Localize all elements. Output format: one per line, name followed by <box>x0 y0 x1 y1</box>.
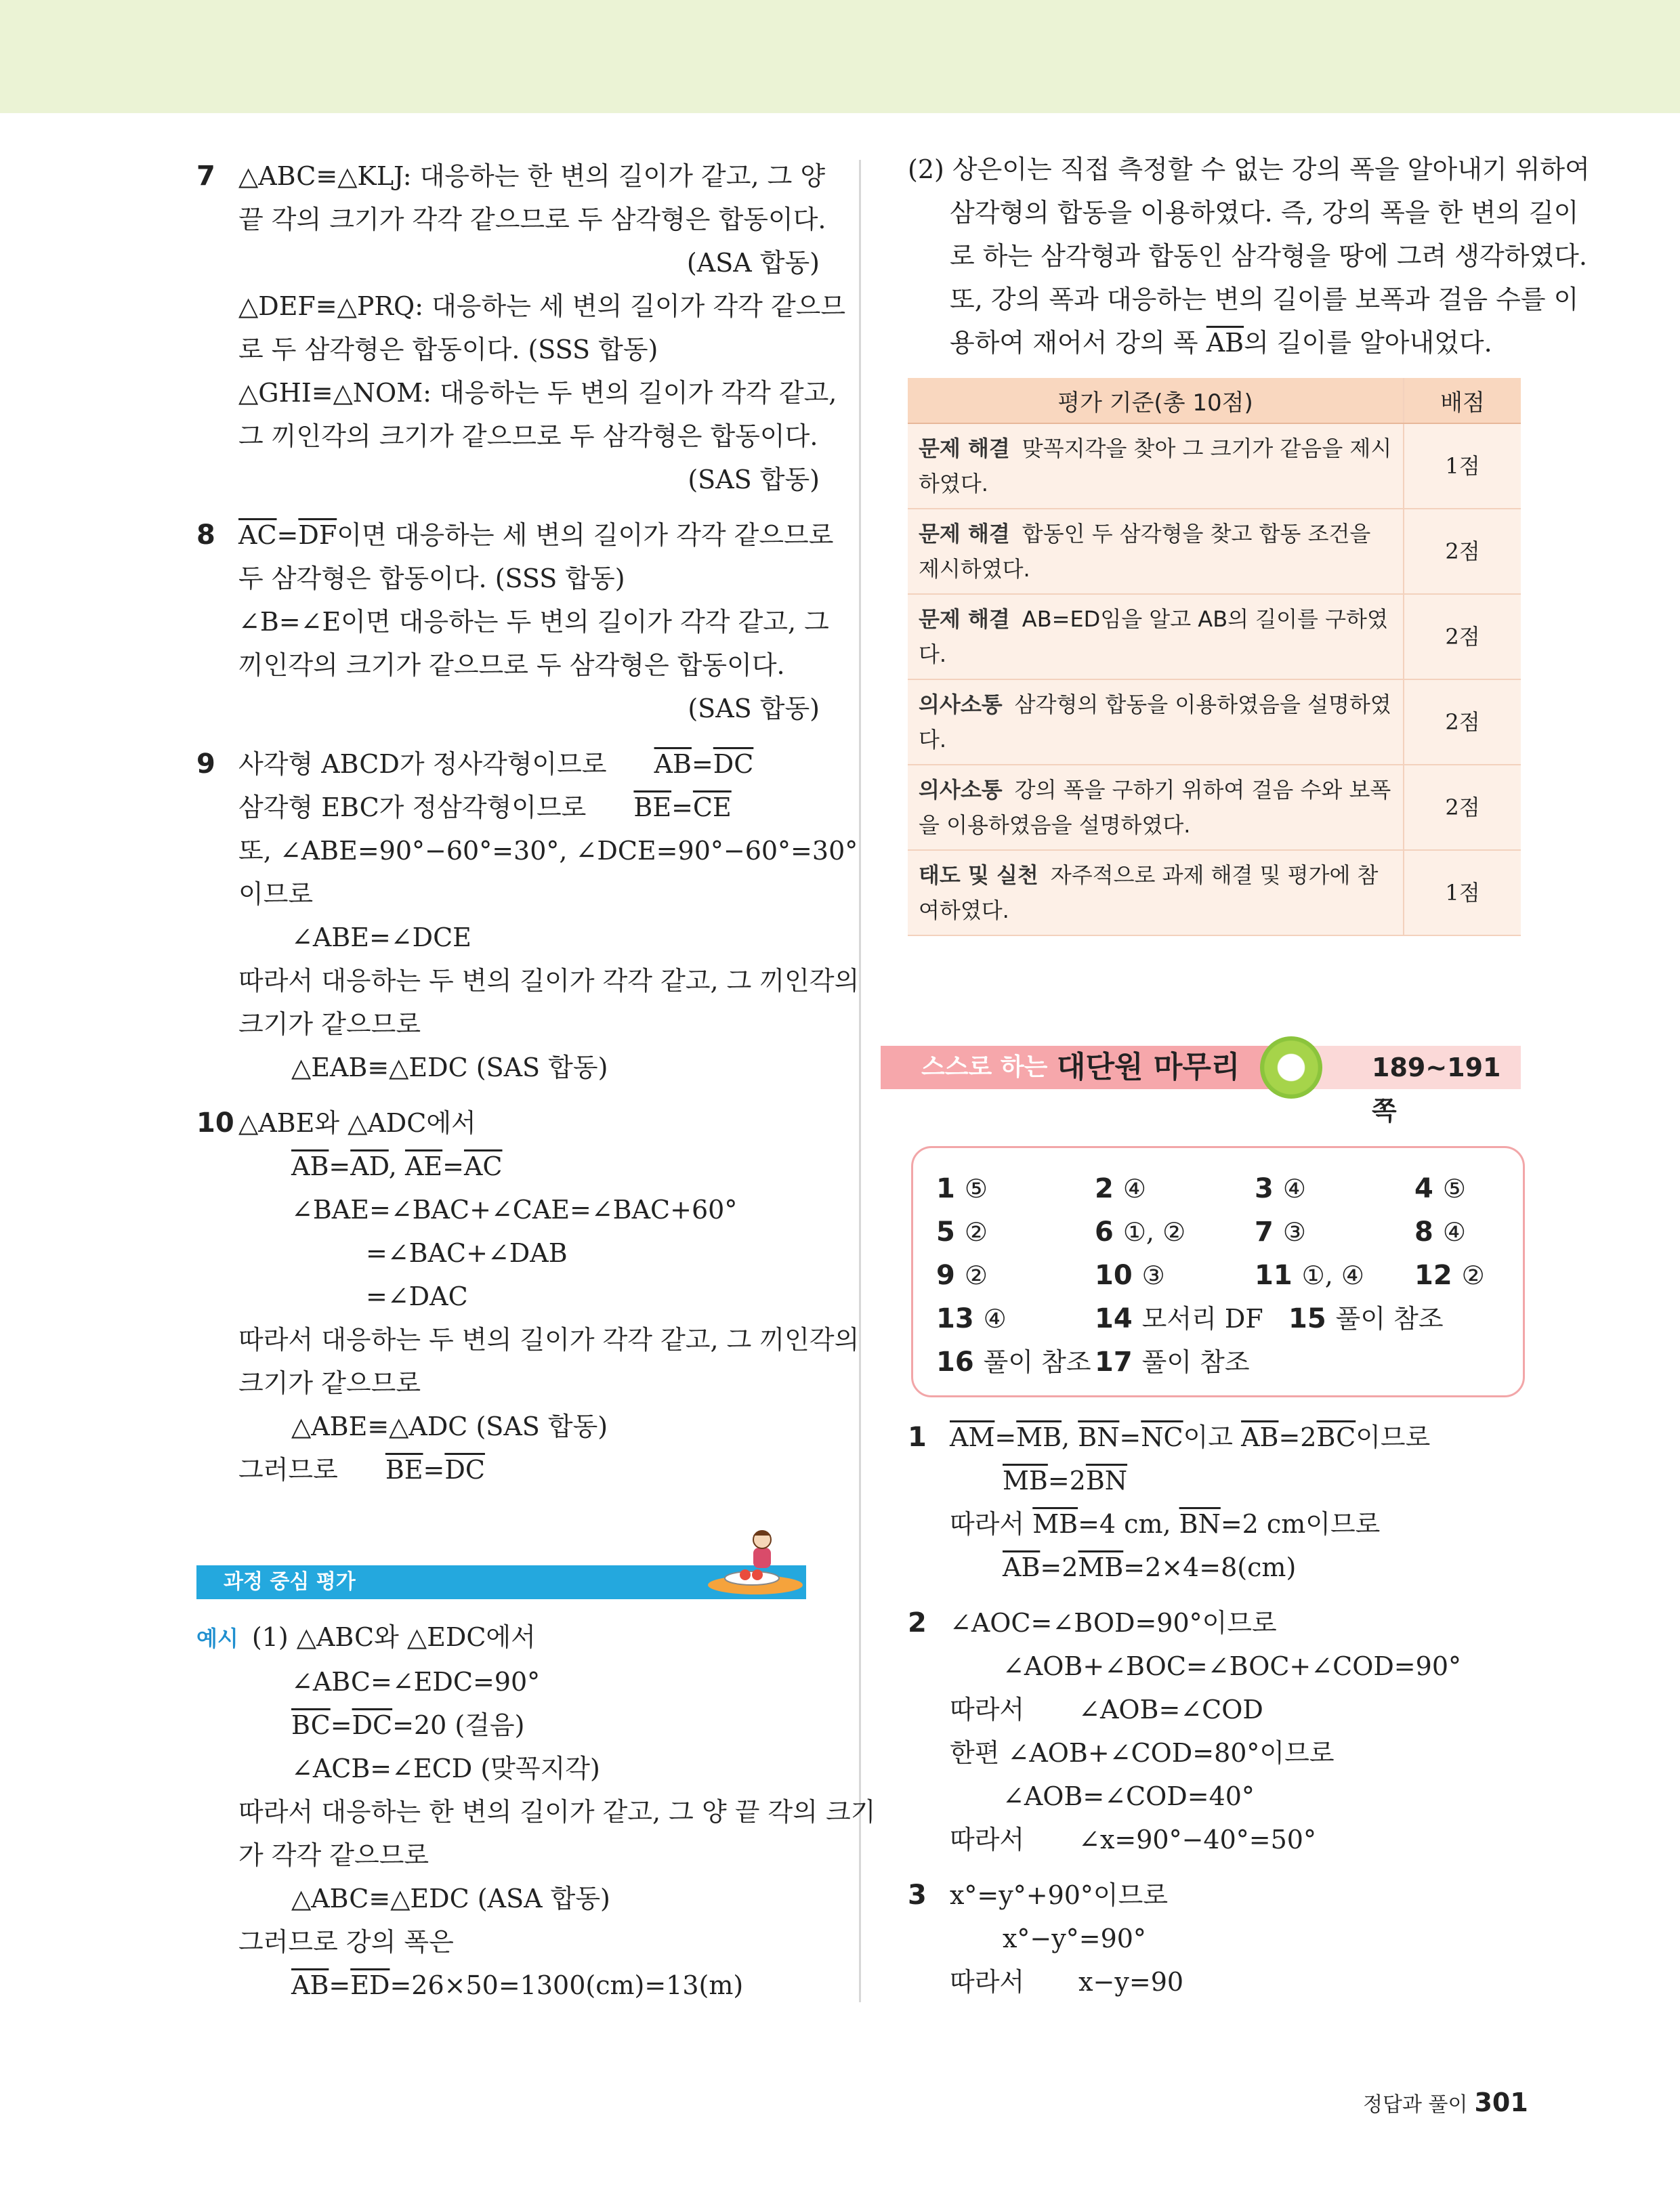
banner-title: 대단원 마무리 <box>1057 1050 1240 1084</box>
table-row: 의사소통 강의 폭을 구하기 위하여 걸음 수와 보폭을 이용하였음을 설명하였다. 2점 <box>908 765 1521 850</box>
page-number: 301 <box>1474 2088 1528 2117</box>
table-row: 문제 해결 맞꼭지각을 찾아 그 크기가 같음을 제시하였다. 1점 <box>908 423 1521 509</box>
left-column <box>196 154 860 1492</box>
table-header-score: 배점 <box>1404 378 1521 423</box>
table-header-criteria: 평가 기준(총 10점) <box>908 378 1404 423</box>
banner-label: 과정 중심 평가 <box>224 1570 356 1594</box>
page-footer <box>1363 2088 1528 2117</box>
table-row: 문제 해결 합동인 두 삼각형을 찾고 합동 조건을 제시하였다. 2점 <box>908 509 1521 594</box>
problem-number: 1 <box>908 1422 927 1453</box>
problem-number: 10 <box>196 1107 234 1139</box>
right-column <box>908 148 1590 936</box>
problem-number: 2 <box>908 1607 927 1638</box>
problem-8: 8 $\overline{AC}=\overline{DF}$이면 대응하는 세 변의 길이가 각각 같으므로 두 삼각형은 합동이다. (SSS 합동) ∠B=∠E이면 대응하는 두 변의 길이가 각각 같고, 그 끼인각의 크기가 같으므로 두 삼각형은 합동이다. (SAS 합동) <box>196 513 820 730</box>
table-row: 의사소통 삼각형의 합동을 이용하였음을 설명하였다. 2점 <box>908 679 1521 765</box>
example-label: 예시 <box>196 1626 238 1651</box>
answer-key-box: 1 ⑤ 2 ④ 3 ④ 4 ⑤ 5 ② 6 ①, ② 7 ③ 8 ④ 9 ② 10 ③ 11 ①, ④ 12 ② 13 ④ 14 모서리 DF 15 풀이 참조 16 풀이 참조 17 풀이 참조 <box>911 1146 1525 1397</box>
problem-number: 8 <box>196 520 215 551</box>
page-range: 189~191쪽 <box>1372 1053 1501 1126</box>
solution-2: 2 ∠AOC=∠BOD=90°이므로 ∠AOB+∠BOC=∠BOC+∠COD=90° 따라서 ∠AOB=∠COD 한편 ∠AOB+∠COD=80°이므로 ∠AOB=∠COD=40° 따라서 ∠x=90°−40°=50° <box>908 1601 1521 1861</box>
process-example: 예시 (1) △ABC와 △EDC에서 ∠ABC=∠EDC=90° $\overline{BC}=\overline{DC}=20$ (걸음) ∠ACB=∠ECD (맞꼭지각) 따라서 대응하는 한 변의 길이가 같고, 그 양 끝 각의 크기 가 각각 같으므로 △ABC≡△EDC (ASA 합동) 그러므로 강의 폭은 $\overline{AB}=\overline{ED}=26\times 50=1300(cm)=13(m)$ <box>196 1622 876 2000</box>
student-illustration-icon <box>698 1521 813 1602</box>
solution-3: 3 x°=y°+90°이므로 x°−y°=90° 따라서 x−y=90 <box>908 1874 1521 2004</box>
evaluation-criteria-table <box>908 378 1521 936</box>
problem-10: 10 △ABE와 △ADC에서 $\overline{AB}=\overline{AD}$, $\overline{AE}=\overline{AC}$ ∠BAE=∠BAC+∠CAE=∠BAC+60° =∠BAC+∠DAB =∠DAC 따라서 대응하는 두 변의 길이가 각각 같고, 그 끼인각의 크기가 같으므로 △ABE≡△ADC (SAS 합동) 그러므로 $\overline{BE}=\overline{DC}$ <box>196 1101 820 1492</box>
satellite-icon <box>1260 1036 1322 1099</box>
unit-review-banner: 스스로 하는 대단원 마무리 189~191쪽 <box>881 1036 1521 1104</box>
process-evaluation-banner <box>196 1561 813 1602</box>
table-row: 문제 해결 AB=ED임을 알고 AB의 길이를 구하였다. 2점 <box>908 594 1521 679</box>
solutions <box>908 1416 1521 2004</box>
column-divider <box>859 160 861 2002</box>
top-band <box>0 0 1680 113</box>
problem-number: 7 <box>196 161 215 192</box>
problem-number: 3 <box>908 1880 927 1911</box>
problem-7: 7 △ABC≡△KLJ: 대응하는 한 변의 길이가 같고, 그 양 끝 각의 크기가 각각 같으므로 두 삼각형은 합동이다. (ASA 합동) △DEF≡△PRQ: 대응하는 세 변의 길이가 각각 같으므 로 두 삼각형은 합동이다. (SSS 합동) △GHI≡△NOM: 대응하는 두 변의 길이가 각각 같고, 그 끼인각의 크기가 같으므로 두 삼각형은 합동이다. (SAS 합동) <box>196 154 820 501</box>
part-2: (2) 상은이는 직접 측정할 수 없는 강의 폭을 알아내기 위하여 삼각형의 합동을 이용하였다. 즉, 강의 폭을 한 변의 길이 로 하는 삼각형과 합동인 삼각형을 땅에 그려 생각하였다. 또, 강의 폭과 대응하는 변의 길이를 보폭과 걸음 수를 이 용하여 재어서 강의 폭 $\overline{AB}$의 길이를 알아내었다. <box>908 154 1590 358</box>
footer-label: 정답과 풀이 <box>1363 2093 1468 2117</box>
problem-9: 9 사각형 ABCD가 정사각형이므로 $\overline{AB}=\overline{DC}$ 삼각형 EBC가 정삼각형이므로 $\overline{BE}=\overline{CE}$ 또, ∠ABE=90°−60°=30°, ∠DCE=90°−60°=30° 이므로 ∠ABE=∠DCE 따라서 대응하는 두 변의 길이가 각각 같고, 그 끼인각의 크기가 같으므로 △EAB≡△EDC (SAS 합동) <box>196 742 820 1089</box>
table-row: 태도 및 실천 자주적으로 과제 해결 및 평가에 참여하였다. 1점 <box>908 850 1521 935</box>
problem-number: 9 <box>196 748 215 780</box>
solution-1: 1 $\overline{AM}=\overline{MB}$, $\overline{BN}=\overline{NC}$이고 $\overline{AB}=2\overline{BC}$이므로 $\overline{MB}=2\overline{BN}$ 따라서 $\overline{MB}=4$ cm, $\overline{BN}=2$ cm이므로 $\overline{AB}=2\overline{MB}=2\times 4=8(cm)$ <box>908 1416 1521 1589</box>
